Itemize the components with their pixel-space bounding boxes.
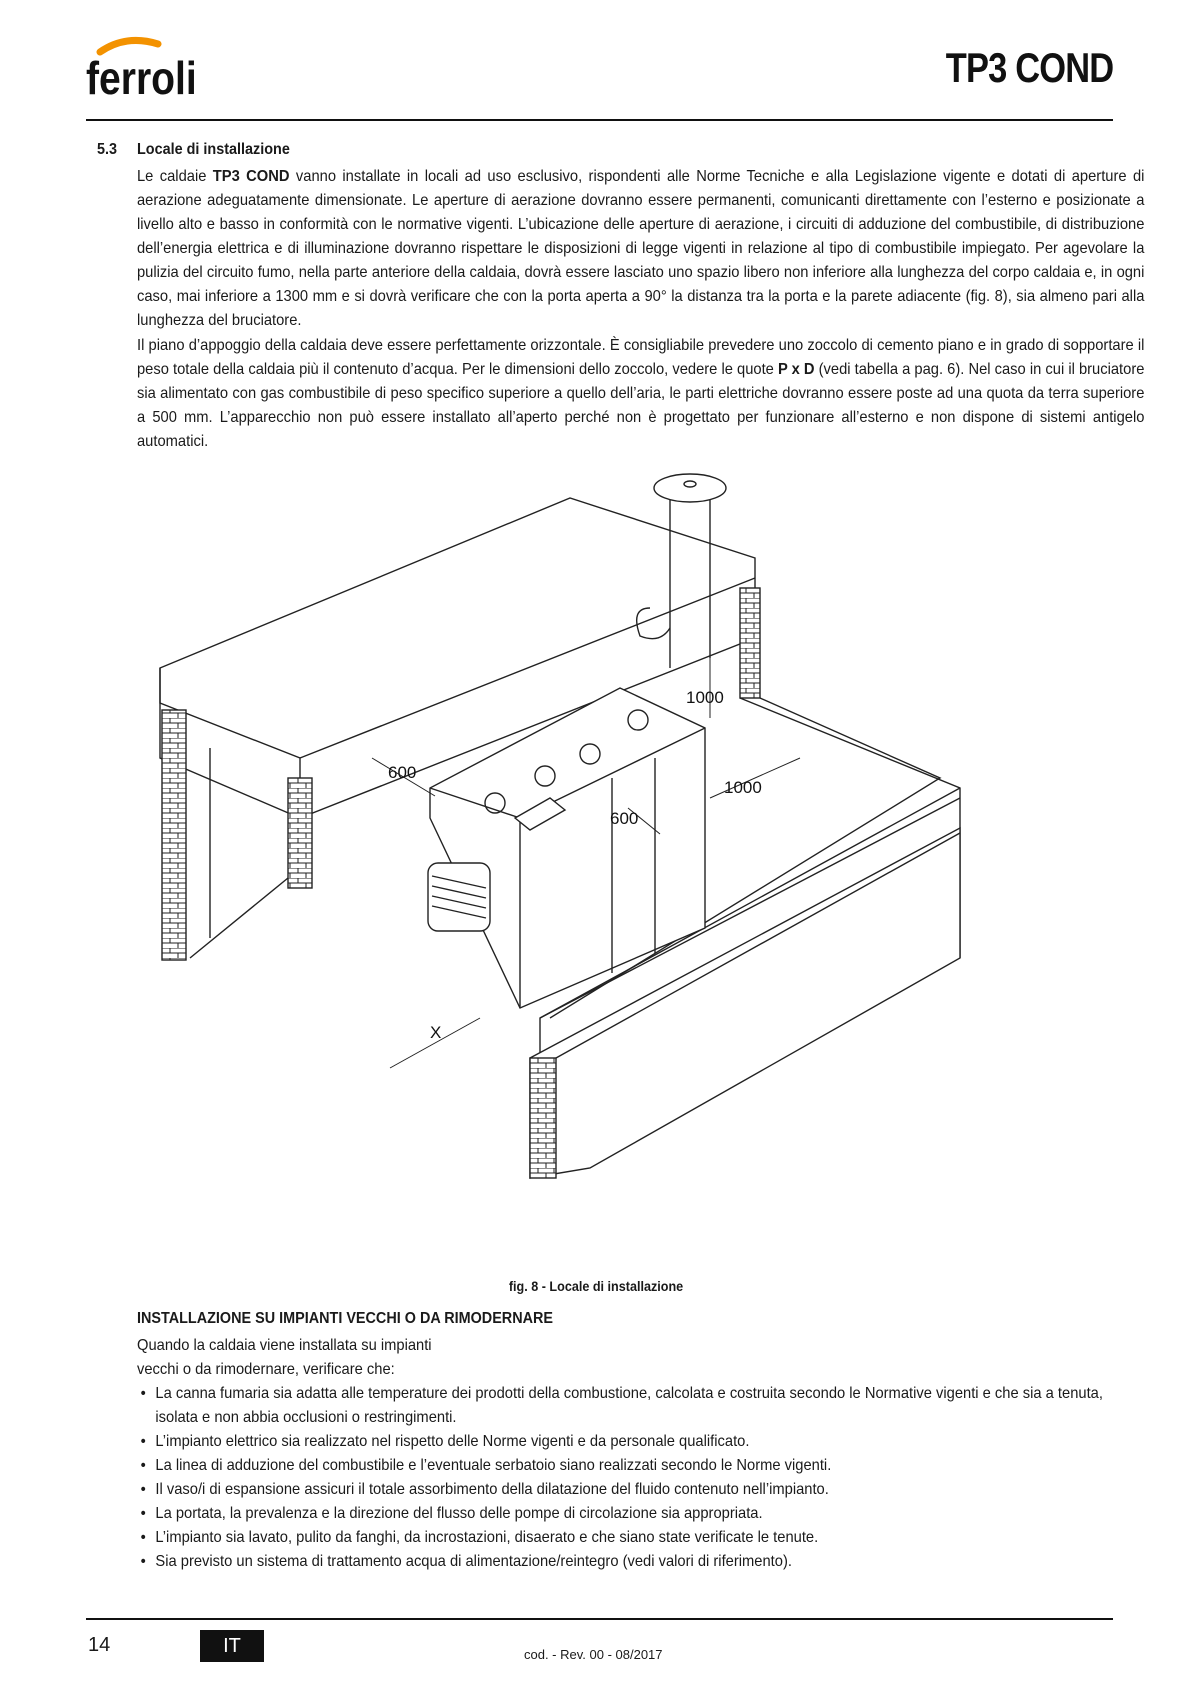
list-item: • La linea di adduzione del combustibile e l’eventuale serbatoio siano realizzati secondo le Norme vigenti. [137, 1454, 1144, 1478]
list-item: • L’impianto sia lavato, pulito da fanghi, da incrostazioni, disaerato e che siano state verificate le tenute. [137, 1526, 1144, 1550]
dimension-left-label: 600 [388, 763, 417, 782]
section-title: Locale di installazione [137, 141, 290, 158]
dimension-front-label: X [430, 1023, 442, 1042]
dimension-mid-label: 600 [610, 809, 639, 828]
ferroli-logo [86, 34, 246, 106]
logo-text: ferroli [86, 53, 197, 105]
section-number: 5.3 [97, 141, 118, 158]
list-item: • L’impianto elettrico sia realizzato nel rispetto delle Norme vigenti e da personale qualificato. [137, 1430, 1144, 1454]
footer-rule [86, 1618, 1113, 1620]
list-item: • Sia previsto un sistema di trattamento acqua di alimentazione/reintegro (vedi valori di riferimento). [137, 1550, 1144, 1574]
figure-caption: fig. 8 - Locale di installazione [508, 1278, 684, 1294]
header-rule [86, 119, 1113, 121]
old-systems-title: INSTALLAZIONE SU IMPIANTI VECCHI O DA RIMODERNARE [137, 1310, 554, 1327]
product-name: TP3 COND [945, 44, 1113, 91]
list-item: • Il vaso/i di espansione assicuri il totale assorbimento della dilatazione del fluido contenuto nell’impianto. [137, 1478, 1144, 1502]
document-code: cod. - Rev. 00 - 08/2017 [524, 1647, 663, 1662]
paragraph-1: Le caldaie TP3 COND vanno installate in locali ad uso esclusivo, rispondenti alle Norme Tecniche e alla Legislazione vigente e dotati di aperture di aerazione adeguatamente dimensionate. Le aperture di aerazione dovranno essere permanenti, comunicanti direttamente con l’esterno e posizionate a livello alto e basso in conformità con le normative vigenti. L’ubicazione delle aperture di aerazione, i circuiti di adduzione del combustibile, di distribuzione dell’energia elettrica e di illuminazione dovranno rispettare le disposizioni di legge vigenti in relazione al tipo di combustibile impiegato. Per agevolare la pulizia del circuito fumo, nella parte anteriore della caldaia, dovrà essere lasciato uno spazio libero non inferiore alla lunghezza del corpo caldaia e, in ogni caso, mai inferiore a 1300 mm e si dovrà verificare che con la porta aperta a 90° la distanza tra la porta e la parete adiacente (fig. 8), sia almeno pari alla lunghezza del bruciatore. [137, 168, 1145, 329]
dimension-right-label: 1000 [724, 778, 762, 797]
paragraph-2: Il piano d’appoggio della caldaia deve essere perfettamente orizzontale. È consigliabile prevedere uno zoccolo di cemento piano e in grado di sopportare il peso totale della caldaia più il contenuto d’acqua. Per le dimensioni dello zoccolo, vedere le quote P x D (vedi tabella a pag. 6). Nel caso in cui il bruciatore sia alimentato con gas combustibile di peso specifico superiore a quello dell’aria, le parti elettriche dovranno essere poste ad una quota da terra superiore a 500 mm. L’apparecchio non può essere installato all’aperto perché non è progettato per funzionare all’esterno e non dispone di sistemi antigelo automatici. [137, 337, 1145, 450]
installation-room-figure [150, 458, 1050, 1268]
list-item: • La canna fumaria sia adatta alle temperature dei prodotti della combustione, calcolata e costruita secondo le Normative vigenti e che sia a tenuta, isolata e non abbia occlusioni o restringimenti. [137, 1382, 1144, 1430]
old-systems-intro: Quando la caldaia viene installata su impianti vecchi o da rimodernare, verificare che: [137, 1337, 432, 1378]
dimension-top-label: 1000 [686, 688, 724, 707]
checklist [137, 1382, 1144, 1574]
list-item: • La portata, la prevalenza e la direzione del flusso delle pompe di circolazione sia appropriata. [137, 1502, 1144, 1526]
language-badge: IT [200, 1630, 264, 1662]
page-number: 14 [88, 1634, 111, 1656]
